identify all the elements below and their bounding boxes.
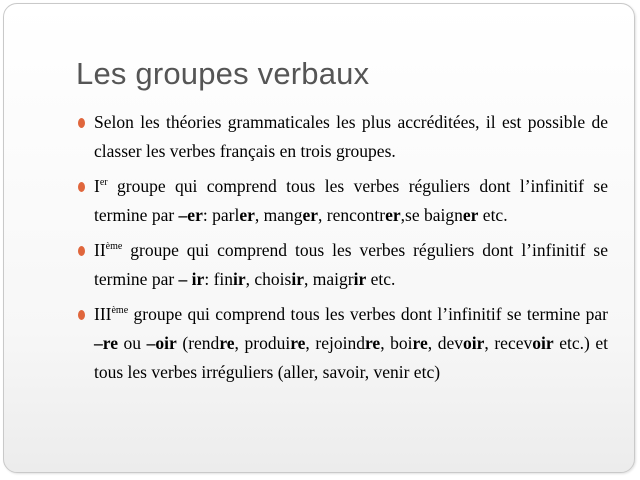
verb-ending: –re [94, 333, 118, 353]
item-tail-text: et tous les verbes irréguliers (aller, savoir, venir etc) [94, 333, 609, 382]
example-verb: maigrir [312, 269, 367, 289]
example-verb: rencontrer [326, 205, 401, 225]
colon: : [202, 205, 213, 225]
example-verb: parler [212, 205, 255, 225]
item-text: groupe qui comprend tous les verbes réguliers dont l’infinitif se termine par [94, 176, 608, 225]
verb-ending: –er [178, 205, 203, 225]
colon: : [204, 269, 214, 289]
group-ordinal-suffix: ème [111, 305, 129, 317]
example-verb: boire [390, 333, 428, 353]
example-verb: baigner [423, 205, 479, 225]
example-verb: manger [263, 205, 319, 225]
bullet-item-group-1: Ier groupe qui comprend tous les verbes réguliers dont l’infinitif se termine par –er: parler, manger, rencontrer,se baigner etc. [78, 172, 608, 230]
slide-title: Les groupes verbaux [76, 56, 370, 91]
bullet-icon [78, 118, 85, 128]
example-verb: rejoindre [315, 333, 381, 353]
example-verb: recevoir [494, 333, 554, 353]
group-number: II [94, 240, 106, 260]
example-verb: rendre [188, 333, 235, 353]
example-verb: finir [213, 269, 246, 289]
bullet-icon [78, 182, 85, 192]
verb-ending: – ir [178, 269, 205, 289]
bullet-item-group-2: IIème groupe qui comprend tous les verbes réguliers dont l’infinitif se termine par – ir: finir, choisir, maigrir etc. [78, 236, 608, 294]
bullet-list [78, 108, 608, 393]
group-number: I [94, 176, 100, 196]
slide [3, 3, 635, 473]
example-verb: produire [244, 333, 306, 353]
group-number: III [94, 304, 112, 324]
bullet-item-intro [78, 108, 608, 166]
verb-ending: –oir [146, 333, 177, 353]
bullet-item-group-3: IIIème groupe qui comprend tous les verbes dont l’infinitif se termine par –re ou –oir (rendre, produire, rejoindre, boire, devoir, recevoir etc.) et tous les verbes irréguliers (aller, savoir, venir etc) [78, 300, 608, 387]
example-verb: devoir [437, 333, 485, 353]
bullet-icon [78, 246, 85, 256]
item-text: Selon les théories grammaticales les plus accréditées, il est possible de classer les verbes français en trois groupes. [94, 112, 608, 161]
example-verb: choisir [254, 269, 304, 289]
group-ordinal-suffix: ème [105, 241, 123, 253]
item-text: groupe qui comprend tous les verbes dont l’infinitif se termine par [128, 304, 608, 324]
item-text: groupe qui comprend tous les verbes réguliers dont l’infinitif se termine par [94, 240, 608, 289]
bullet-icon [78, 310, 85, 320]
group-ordinal-suffix: er [99, 177, 108, 189]
